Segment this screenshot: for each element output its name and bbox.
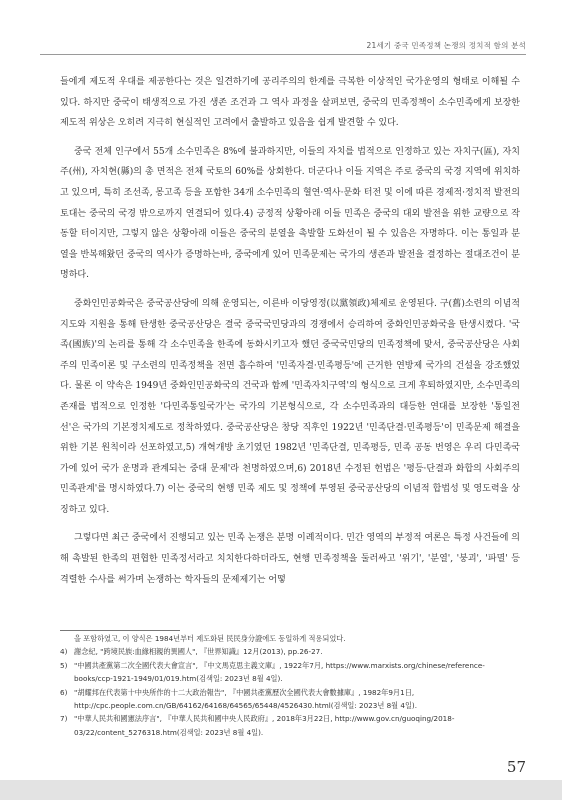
footnote-6	[60, 686, 520, 713]
paragraph: 그렇다면 최근 중국에서 진행되고 있는 민족 논쟁은 분명 이례적이다. 민간 영역의 부정적 여론은 특정 사건들에 의해 촉발된 한족의 편협한 민족정서라고 치치한다하더라도, 현행 민족정책을 둘러싸고 '위기', '분열', '붕괴', '파멸' 등 격렬한 수사를 써가며 논쟁하는 학자들의 문제제기는 어떻	[60, 533, 520, 585]
paragraph: 들에게 제도적 우대를 제공한다는 것은 일견하기에 공리주의의 한계를 극복한 이상적인 국가운영의 형태로 이해될 수 있다. 하지만 중국이 태생적으로 가진 생존 조건과 그 역사 과정을 살펴보면, 중국의 민족정책이 소수민족에게 보장한 제도적 위상은 오히려 지극히 현실적인 고려에서 출발하고 있음을 쉽게 발견할 수 있다.	[60, 77, 520, 129]
running-header	[40, 40, 526, 55]
body-text	[60, 72, 520, 598]
footnote-number: 7)	[60, 714, 68, 724]
footnote-number: 4)	[60, 647, 68, 657]
footnotes	[60, 632, 520, 739]
paragraph: 중화인민공화국은 중국공산당에 의해 운영되는, 이른바 이당영정(以黨領政)체제로 운영된다. 구(舊)소련의 이념적 지도와 지원을 통해 탄생한 중국공산당은 결국 중국국민당과의 경쟁에서 승리하여 중화인민공화국을 탄생시켰다. '국족(國族)'의 논리를 통해 각 소수민족을 한족에 동화시키고자 했던 중국국민당의 민족정책에 맞서, 중국공산당은 사회주의 민족이론 및 구소련의 민족정책을 전면 흡수하여 '민족자결·민족평등'에 근거한 연방제 국가의 건설을 강조했었다. 물론 이 약속은 1949년 중화인민공화국의 건국과 함께 '민족자치구역'의 형식으로 크게 후퇴하였지만, 소수민족의 존재를 법적으로 인정한 '다민족통일국가'는 국가의 기본형식으로, 각 소수민족과의 대등한 연대를 보장한 '통일전선'은 국가의 기본정치제도로 정착하였다. 중국공산당은 창당 직후인 1922년 '민족단결·민족평등'이 민족문제 해결을 위한 기본 원칙이라 선포하였고,5) 개혁개방 초기였던 1982년 '민족단결, 민족평등, 민족 공동 번영은 우리 다민족국가에 있어 국가 운명과 관계되는 중대 문제'라 천명하였으며,6) 2018년 수정된 헌법은 '평등·단결과 화합의 사회주의 민족관계'를 명시하였다.7) 이는 중국의 현행 민족 제도 및 정책에 투영된 중국공산당의 이념적 합법성 및 영도력을 상징하고 있다.	[60, 298, 520, 515]
footnote-5	[60, 659, 520, 686]
footer-bar	[0, 780, 562, 800]
paragraph: 중국 전체 인구에서 55개 소수민족은 8%에 불과하지만, 이들의 자치를 법적으로 인정하고 있는 자치구(區), 자치주(州), 자치현(縣)의 총 면적은 전체 국토의 60%를 상회한다. 더군다나 이들 지역은 주로 중국의 국경 지역에 위치하고 있으며, 특히 조선족, 몽고족 등을 포함한 34개 소수민족의 혈연·역사·문화 터전 및 이에 따른 경제적·정치적 발전의 토대는 중국의 국경 밖으로까지 연결되어 있다.4) 긍정적 상황아래 이들 민족은 중국의 대외 발전을 위한 교량으로 작동할 터이지만, 그렇지 않은 상황아래 이들은 중국의 분열을 촉발할 도화선이 될 수 있음은 자명하다. 이는 통일과 분열을 반복해왔던 중국의 역사가 증명하는바, 중국에게 있어 민족문제는 국가의 생존과 발전을 결정하는 절대조건이 분명하다.	[60, 146, 520, 281]
footnote-continuation: 을 포함하였고, 이 양식은 1984년부터 제도화된 民民身分證에도 동일하게 적용되었다.	[74, 634, 346, 643]
footnote-text: "胡耀邦在代表第十中央所作的十二大政治報告", 『中國共產黨歷次全國代表大會數據庫』, 1982年9月1日, http://cpc.people.com.cn/GB/64162/64168/64565/65448/4526430.html(검색일: 2023년 8월 4일).	[74, 687, 417, 711]
footnote-divider	[60, 630, 180, 631]
footnote-7	[60, 712, 520, 739]
footnote-number: 6)	[60, 687, 68, 697]
running-title: 21세기 중국 민족정책 논쟁의 정치적 함의 분석	[366, 41, 526, 50]
footnote-text: "中華人民共和國憲法序言", 『中華人民共和國中央人民政府』, 2018年3月22日, http://www.gov.cn/guoqing/2018-03/22/content_5276318.htm(검색일: 2023년 8월 4일).	[74, 714, 455, 737]
footnote-text: "中國共產黨第二次全國代表大會宣言", 『中文馬克思主義文庫』, 1922年7月, https://www.marxists.org/chinese/reference-books/ccp-1921-1949/01/019.htm(검색일: 2023년 8월 4일).	[74, 660, 485, 684]
footnote-text: 謝念紀, "跨境民族:血緣相親的異國人", 『世界知識』12月(2013), pp.26-27.	[74, 647, 323, 657]
footnote-4	[60, 645, 520, 658]
page-number: 57	[506, 758, 526, 776]
footnote-number: 5)	[60, 660, 68, 670]
